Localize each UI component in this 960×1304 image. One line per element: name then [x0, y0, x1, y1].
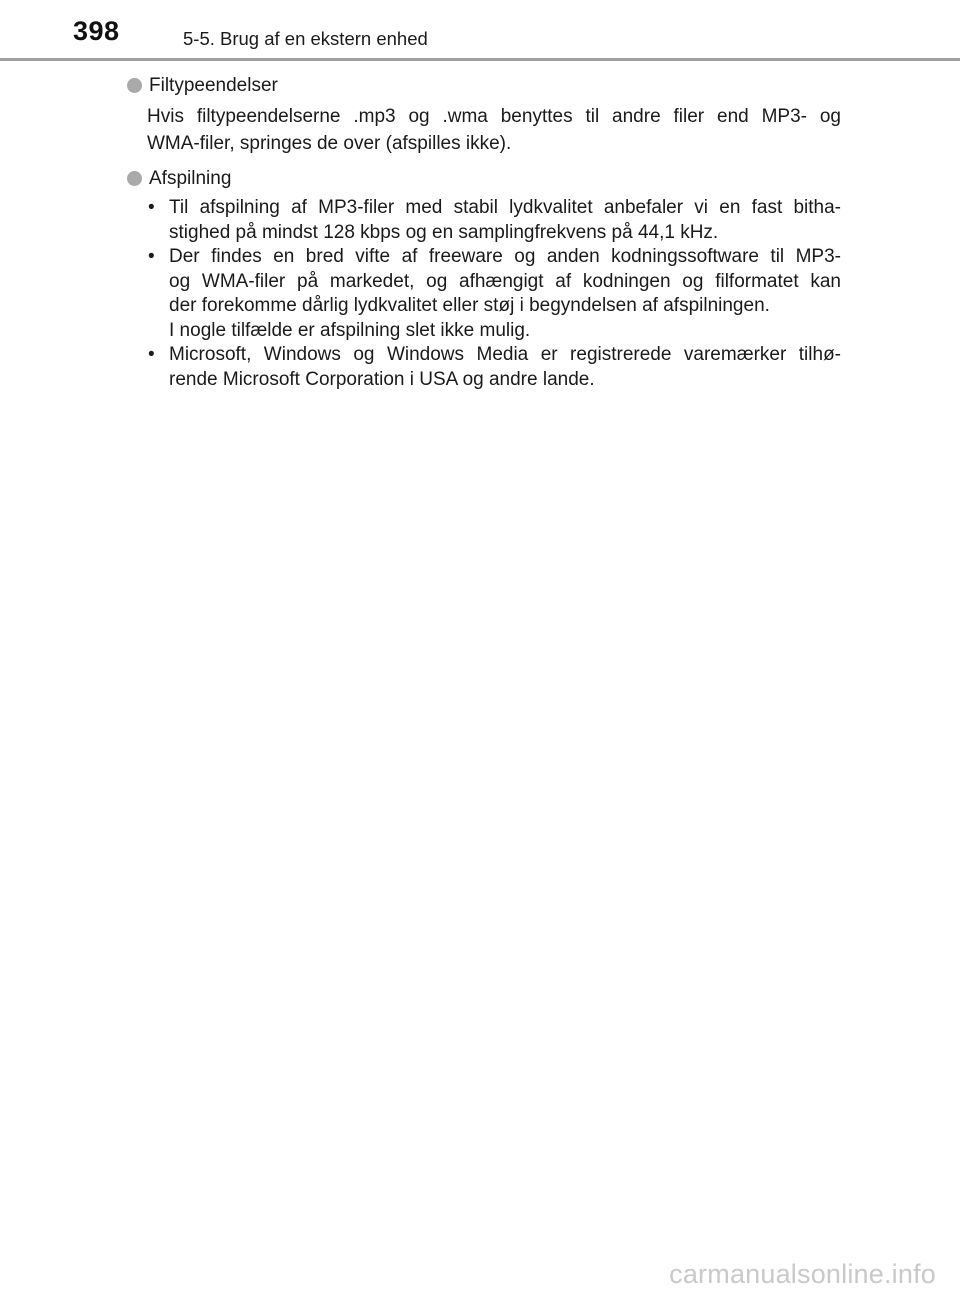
section-heading-text: Afspilning	[149, 168, 232, 189]
page-content	[127, 72, 841, 392]
watermark: carmanualsonline.info	[669, 1259, 936, 1289]
section-heading-text: Filtypeendelser	[149, 75, 278, 96]
section-playback	[127, 165, 841, 392]
section-heading	[127, 165, 841, 192]
section-paragraph	[127, 103, 841, 157]
section-heading	[127, 72, 841, 99]
list-item-line: Til afspilning af MP3-filer med stabil lydkvalitet anbefaler vi en fast bitha-	[169, 197, 841, 218]
list-bullet-icon: •	[148, 197, 155, 218]
paragraph-line: Hvis filtypeendelserne .mp3 og .wma benyttes til andre filer end MP3- og	[147, 106, 841, 127]
list-item-line: stighed på mindst 128 kbps og en samplingfrekvens på 44,1 kHz.	[169, 221, 719, 243]
bullet-dot-icon	[127, 78, 142, 93]
list-item-line: og WMA-filer på markedet, og afhængigt af kodningen og filformatet kan	[169, 270, 841, 292]
bullet-dot-icon	[127, 171, 142, 186]
page-number: 398	[73, 16, 120, 46]
header-rule	[0, 58, 960, 61]
list-item-line: rende Microsoft Corporation i USA og andre lande.	[169, 368, 595, 390]
list-item-line: der forekomme dårlig lydkvalitet eller støj i begyndelsen af afspilningen.	[169, 295, 770, 316]
list-bullet-icon: •	[148, 344, 155, 365]
section-title: 5-5. Brug af en ekstern enhed	[183, 28, 428, 49]
list-item	[147, 196, 841, 245]
page-header	[0, 0, 960, 62]
list-item-line: I nogle tilfælde er afspilning slet ikke mulig.	[169, 319, 531, 341]
list-item	[147, 343, 841, 392]
list-item-line: Der findes en bred vifte af freeware og anden kodningssoftware til MP3-	[169, 246, 841, 267]
paragraph-line: WMA-filer, springes de over (afspilles ikke).	[147, 133, 512, 154]
list-bullet-icon: •	[148, 246, 155, 267]
list-item-line: Microsoft, Windows og Windows Media er registrerede varemærker tilhø-	[169, 344, 841, 365]
section-file-extensions	[127, 72, 841, 157]
list-item	[147, 245, 841, 343]
playback-list	[127, 196, 841, 392]
